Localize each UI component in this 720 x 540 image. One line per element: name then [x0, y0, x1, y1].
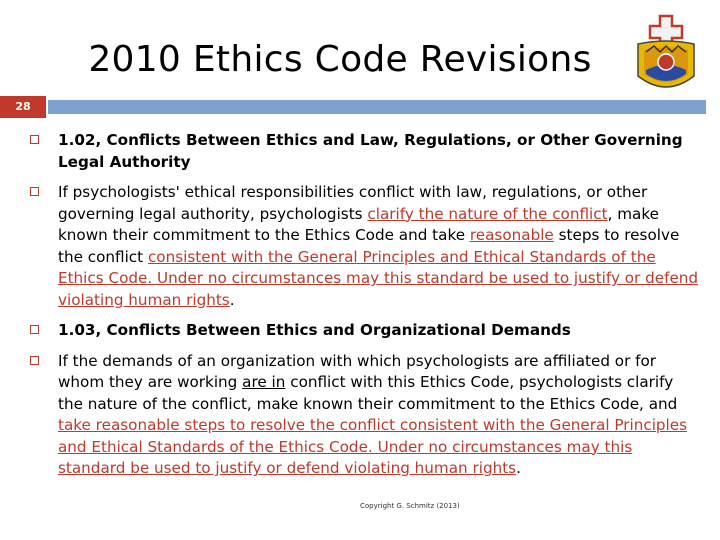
standard-heading: 1.02, Conflicts Between Ethics and Law, Regulations, or Other Governing Legal Authority — [58, 131, 683, 171]
body-text: conflict with this Ethics Code, psychologists clarify the nature of the conflict, make known their commitment to the Ethics Code, and — [58, 373, 678, 413]
body-text: steps to resolve the conflict — [58, 226, 680, 266]
list-item — [30, 320, 700, 342]
underlined-text: are in — [242, 373, 286, 391]
slide-number-badge: 28 — [0, 96, 46, 118]
hollow-square-bullet-icon — [30, 135, 39, 144]
copyright-footer: Copyright G. Schmitz (2013) — [360, 502, 460, 510]
body-text: . — [229, 290, 235, 309]
standard-heading: 1.03, Conflicts Between Ethics and Organizational Demands — [58, 321, 571, 339]
slide-title: 2010 Ethics Code Revisions — [88, 39, 592, 80]
body-text: , make known their commitment to the Ethics Code and take — [58, 204, 659, 244]
title-divider-bar — [48, 100, 706, 114]
list-item — [30, 351, 700, 480]
list-item — [30, 182, 700, 311]
hollow-square-bullet-icon — [30, 325, 39, 334]
emphasis-text: clarify the nature of the conflict — [367, 204, 608, 223]
emphasis-text: take reasonable steps to resolve the conflict consistent with the General Principles and Ethical Standards of the Ethics Code. Under no circumstances may this standard be used to justify or defend violating human rights — [58, 416, 688, 477]
body-text: If the demands of an organization with which psychologists are affiliated or for whom they are working — [58, 351, 657, 391]
hollow-square-bullet-icon — [30, 187, 39, 196]
army-medical-crest-icon — [630, 12, 702, 100]
hollow-square-bullet-icon — [30, 356, 39, 365]
slide-content — [30, 130, 700, 489]
emphasis-text: reasonable — [469, 226, 554, 244]
body-text: If psychologists' ethical responsibilities conflict with law, regulations, or other governing legal authority, psychologists — [58, 183, 648, 223]
body-text: . — [516, 459, 521, 477]
emphasis-text: consistent with the General Principles and Ethical Standards of the Ethics Code. Under no circumstances may this standard be used to justify or defend violating human rights — [58, 247, 699, 309]
list-item — [30, 130, 700, 173]
